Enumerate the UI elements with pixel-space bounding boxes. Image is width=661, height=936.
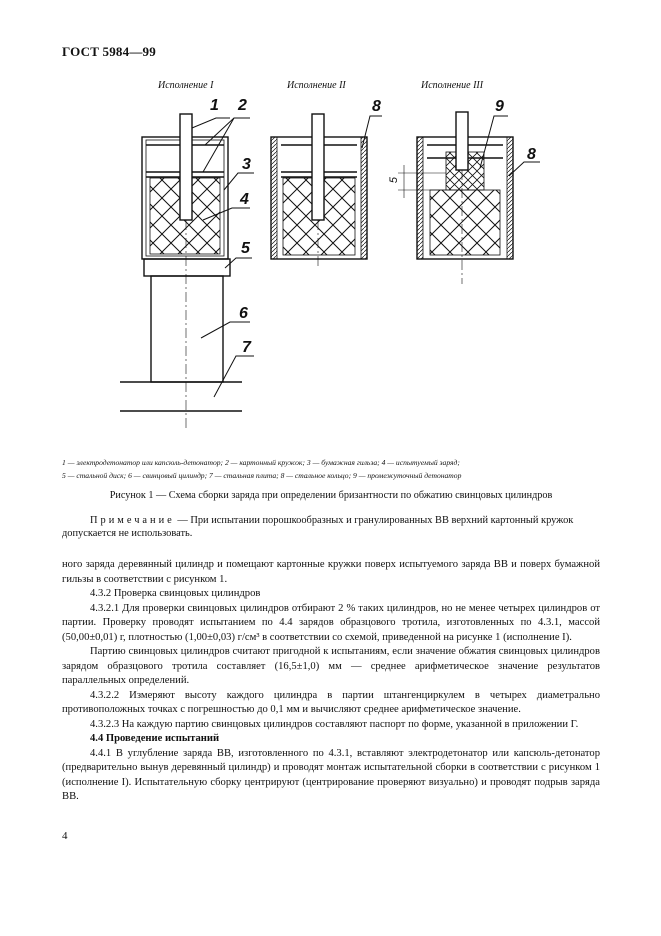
paragraph-party: Партию свинцовых цилиндров считают пригодной к испытаниям, если значение обжатия свинцовых цилиндров зарядом образцового тротила составляет (16,5±1,0) мм — среднее арифметическое значение результатов параллельных определений. bbox=[62, 646, 600, 686]
callout-8-variant-3: 8 bbox=[527, 146, 536, 163]
callout-7: 7 bbox=[242, 339, 251, 356]
figure-caption: Рисунок 1 — Схема сборки заряда при определении бризантности по обжатию свинцовых цилиндров bbox=[109, 490, 553, 501]
figure-legend-line-1: 1 — электродетонатор или капсюль-детонатор; 2 — картонный кружок; 3 — бумажная гильза; 4 — испытуемый заряд; bbox=[62, 458, 460, 467]
page-number: 4 bbox=[62, 830, 68, 842]
variant-1-assembly bbox=[120, 114, 242, 430]
body-text bbox=[62, 558, 600, 805]
heading-4-3-2: 4.3.2 Проверка свинцовых цилиндров bbox=[90, 588, 261, 599]
note-label: Примечание bbox=[90, 515, 175, 526]
figure-legend-line-2: 5 — стальной диск; 6 — свинцовый цилиндр; 7 — стальная плита; 8 — стальное кольцо; 9 — промежуточный детонатор bbox=[62, 471, 462, 480]
callout-1: 1 bbox=[210, 97, 219, 114]
callout-3: 3 bbox=[242, 156, 251, 173]
paragraph-4-3-2-3: 4.3.2.3 На каждую партию свинцовых цилиндров составляют паспорт по форме, указанной в приложении Г. bbox=[90, 718, 579, 730]
variant-3-assembly bbox=[398, 112, 513, 284]
document-header: ГОСТ 5984—99 bbox=[62, 44, 156, 59]
variant-2-label: Исполнение II bbox=[287, 80, 346, 91]
variant-2-assembly bbox=[271, 114, 367, 268]
paragraph-4-3-2-1: 4.3.2.1 Для проверки свинцовых цилиндров отбирают 2 % таких цилиндров, но не менее четырех цилиндров от партии. Проверку проводят испытанием по 4.4 зарядов образцового тротила, изготовленных по 4.3.1, массой (50,00±0,01) г, плотностью (1,00±0,03) г/см³ в соответствии со схемой, приведенной на рисунке 1 (исполнение I). bbox=[62, 602, 600, 643]
paragraph-4-3-2-2: 4.3.2.2 Измеряют высоту каждого цилиндра в партии штангенциркулем в четырех диаметрально противоположных точках с погрешностью до 0,1 мм и вычисляют среднее арифметическое значение. bbox=[62, 689, 600, 715]
callout-4: 4 bbox=[240, 191, 249, 208]
dimension-5: 5 bbox=[388, 176, 401, 184]
variant-3-label: Исполнение III bbox=[421, 80, 484, 91]
callout-2: 2 bbox=[238, 97, 247, 114]
callout-9: 9 bbox=[495, 98, 504, 115]
paragraph-4-4-1: 4.4.1 В углубление заряда ВВ, изготовленного по 4.3.1, вставляют электродетонатор или капсюль-детонатор (предварительно вынув деревянный цилиндр) и проводят монтаж испытательной сборки в соответствии с рисунком 1 (исполнение I). Испытательную сборку центрируют (центрирование проверяют визуально) и проводят подрыв заряда ВВ. bbox=[62, 747, 600, 802]
note-text: — При испытании порошкообразных и гранулированных ВВ верхний картонный кружок допускается не использовать. bbox=[62, 515, 574, 539]
callout-6: 6 bbox=[239, 305, 248, 322]
callout-5: 5 bbox=[241, 240, 250, 257]
callout-8: 8 bbox=[372, 98, 381, 115]
paragraph-continuation: ного заряда деревянный цилиндр и помещают картонные кружки поверх испытуемого заряда ВВ и поверх бумажной гильзы в соответствии с рисунком 1. bbox=[62, 559, 600, 585]
variant-1-label: Исполнение I bbox=[158, 80, 214, 91]
heading-4-4: 4.4 Проведение испытаний bbox=[90, 733, 220, 744]
note bbox=[62, 514, 600, 540]
